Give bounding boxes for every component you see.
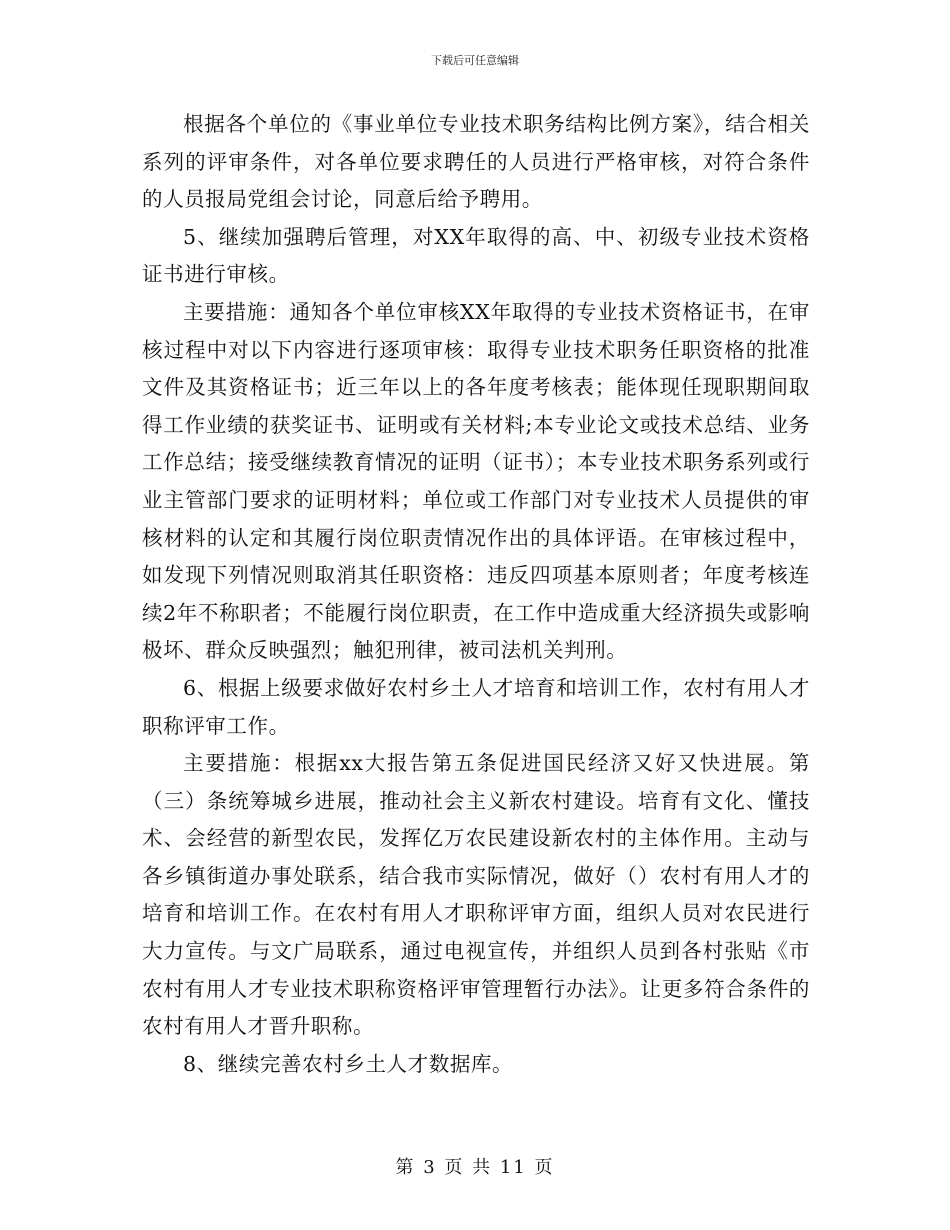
page-header: 下载后可任意编辑 <box>431 54 519 67</box>
paragraph-6: 8、继续完善农村乡土人才数据库。 <box>183 1051 514 1076</box>
page-number-footer: 第 3 页 共 11 页 <box>395 1157 555 1178</box>
paragraph-2: 5、继续加强聘后管理，对XX年取得的高、中、初级专业技术资格证书进行审核。 <box>142 224 810 287</box>
document-body <box>142 106 810 1083</box>
paragraph-5: 主要措施：根据xx大报告第五条促进国民经济又好又快进展。第（三）条统筹城乡进展，推动社会主义新农村建设。培育有文化、懂技术、会经营的新型农民，发挥亿万农民建设新农村的主体作用。主动与各乡镇街道办事处联系，结合我市实际情况，做好（）农村有用人才的培育和培训工作。在农村有用人才职称评审方面，组织人员对农民进行大力宣传。与文广局联系，通过电视宣传，并组织人员到各村张贴《市农村有用人才专业技术职称资格评审管理暂行办法》。让更多符合条件的农村有用人才晋升职称。 <box>142 751 810 1039</box>
paragraph-3: 主要措施：通知各个单位审核XX年取得的专业技术资格证书，在审核过程中对以下内容进行逐项审核：取得专业技术职务任职资格的批准文件及其资格证书；近三年以上的各年度考核表；能体现任现职期间取得工作业绩的获奖证书、证明或有关材料;本专业论文或技术总结、业务工作总结；接受继续教育情况的证明（证书）；本专业技术职务系列或行业主管部门要求的证明材料；单位或工作部门对专业技术人员提供的审核材料的认定和其履行岗位职责情况作出的具体评语。在审核过程中，如发现下列情况则取消其任职资格：违反四项基本原则者；年度考核连续2年不称职者；不能履行岗位职责，在工作中造成重大经济损失或影响极坏、群众反映强烈；触犯刑律，被司法机关判刑。 <box>142 299 810 663</box>
paragraph-4: 6、根据上级要求做好农村乡土人才培育和培训工作，农村有用人才职称评审工作。 <box>142 675 810 738</box>
paragraph-1: 根据各个单位的《事业单位专业技术职务结构比例方案》，结合相关系列的评审条件，对各单位要求聘任的人员进行严格审核，对符合条件的人员报局党组会讨论，同意后给予聘用。 <box>142 112 810 212</box>
